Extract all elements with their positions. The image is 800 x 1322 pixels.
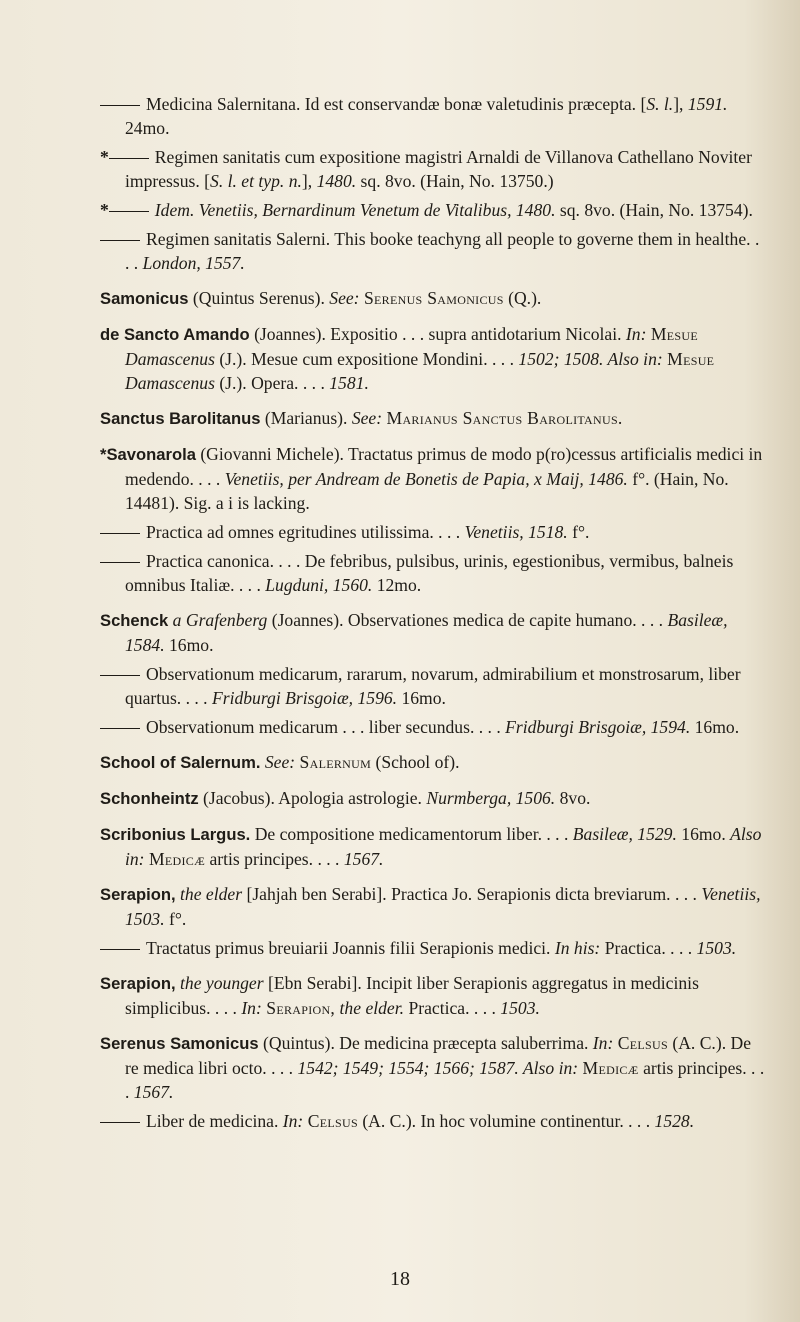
- entry-text: Regimen sanitatis cum expositione magistri Arnaldi de Villanova Cathellano Noviter impressus. [: [125, 147, 752, 191]
- ditto-dash: [100, 533, 140, 534]
- entry-text: Practica. . . .: [404, 998, 501, 1018]
- asterisk-mark: *: [100, 147, 109, 167]
- entry-text: Fridburgi Brisgoiæ, 1596.: [211, 688, 398, 708]
- entry-text: f°. (Hain, No. 14481). Sig. a i is lacking.: [125, 469, 729, 513]
- entry-text: Also in:: [125, 824, 762, 869]
- entry-text: Fridburgi Brisgoiæ, 1594.: [505, 717, 691, 737]
- catalog-entry: [100, 145, 768, 193]
- entry-heading: Scribonius Largus.: [100, 825, 251, 844]
- catalog-entry: [100, 882, 768, 931]
- ditto-dash: [100, 105, 140, 106]
- catalog-entry: [100, 1109, 768, 1133]
- entry-text: 8vo.: [555, 788, 591, 808]
- entry-text: Liber de medicina.: [146, 1111, 283, 1131]
- entry-text: (J.). Opera. . . .: [214, 373, 330, 393]
- entry-text: sq. 8vo. (Hain, No. 13750.): [356, 171, 554, 191]
- entry-text: artis principes. . . .: [125, 1058, 765, 1102]
- catalog-entry: [100, 750, 768, 775]
- entry-text: 16mo.: [690, 717, 740, 737]
- catalog-entry: [100, 406, 768, 431]
- entry-text: 1503.: [696, 938, 737, 958]
- entry-text: 1503.: [500, 998, 540, 1018]
- entry-text: (Giovanni Michele). Tractatus primus de modo p(ro)cessus artificialis medici in medendo. . . .: [125, 444, 763, 489]
- entry-heading: de Sancto Amando: [100, 325, 250, 344]
- entry-text: Practica ad omnes egritudines utilissima. . . .: [146, 522, 465, 542]
- catalog-entry: [100, 198, 768, 222]
- page-number: 18: [390, 1268, 410, 1290]
- entry-text: 1502; 1508. Also in:: [518, 349, 663, 369]
- entry-text: Nurmberga, 1506.: [426, 788, 556, 808]
- entry-text: See:: [351, 408, 383, 428]
- entry-text: Damascenus: [125, 349, 215, 369]
- entry-heading: Sanctus Barolitanus: [100, 409, 261, 428]
- catalog-entry: [100, 971, 768, 1020]
- entry-text: See:: [264, 752, 296, 772]
- ditto-dash: [100, 675, 140, 676]
- entry-text: f°.: [567, 522, 590, 542]
- ditto-dash: [100, 728, 140, 729]
- entry-text: Idem. Venetiis, Bernardinum Venetum de Vitalibus, 1480.: [154, 200, 556, 220]
- entry-text: Observationum medicarum . . . liber secundus. . . .: [146, 717, 506, 737]
- catalog-entry: [100, 1031, 768, 1104]
- entry-text: Observationum medicarum, rararum, novarum, admirabilium et monstrosarum, liber quartus. . . .: [125, 664, 741, 708]
- entry-text: De compositione medicamentorum liber. . . .: [250, 824, 573, 844]
- catalog-entry: [100, 322, 768, 395]
- entry-text: In:: [592, 1033, 614, 1053]
- entry-heading: Samonicus: [100, 289, 189, 308]
- catalog-entry: [100, 92, 768, 140]
- entry-heading: Serapion,: [100, 974, 176, 993]
- entry-text: Venetiis, 1518.: [464, 522, 568, 542]
- entry-text: the elder: [180, 884, 243, 904]
- entry-text: (Jacobus). Apologia astrologie.: [198, 788, 427, 808]
- entry-text: (Q.).: [503, 288, 542, 308]
- catalog-entry: [100, 227, 768, 275]
- entry-text: 1567.: [133, 1082, 174, 1102]
- catalog-entry: [100, 442, 768, 515]
- catalog-entry: [100, 549, 768, 597]
- entry-heading: *Savonarola: [100, 445, 196, 464]
- entry-text: 16mo.: [397, 688, 446, 708]
- catalog-entry: [100, 662, 768, 710]
- entry-text: the younger: [180, 973, 264, 993]
- catalog-entry: [100, 520, 768, 544]
- entry-text: [Jahjah ben Serabi]. Practica Jo. Serapionis dicta breviarum. . . .: [242, 884, 702, 904]
- entry-text: Regimen sanitatis Salerni. This booke teachyng all people to governe them in healthe. . . .: [125, 229, 760, 273]
- entry-text: Basileæ, 1529.: [572, 824, 677, 844]
- entry-text: Venetiis, per Andream de Bonetis de Papia, x Maij, 1486.: [224, 469, 628, 489]
- catalog-entry: [100, 286, 768, 311]
- bibliography-entries: [100, 92, 768, 1144]
- entry-text: 1567.: [343, 849, 384, 869]
- entry-text: (A. C.). De re medica libri octo. . . .: [125, 1033, 752, 1078]
- entry-text: See:: [329, 288, 360, 308]
- entry-text: Medicæ: [582, 1058, 639, 1078]
- entry-text: Tractatus primus breuiarii Joannis filii Serapionis medici.: [146, 938, 555, 958]
- entry-heading: School of Salernum.: [100, 753, 261, 772]
- catalog-entry: [100, 936, 768, 960]
- asterisk-mark: *: [100, 200, 109, 220]
- entry-text: 1542; 1549; 1554; 1566; 1587. Also in:: [297, 1058, 579, 1078]
- entry-text: the elder.: [339, 998, 405, 1018]
- entry-heading: Serenus Samonicus: [100, 1034, 259, 1053]
- entry-text: Mesue: [650, 324, 698, 344]
- entry-text: Practica canonica. . . . De febribus, pulsibus, urinis, egestionibus, vermibus, balneis omnibus Italiæ. . . .: [125, 551, 734, 595]
- entry-text: 16mo.: [164, 635, 214, 655]
- ditto-dash: [100, 562, 140, 563]
- entry-text: (A. C.). In hoc volumine continentur. . . .: [357, 1111, 655, 1131]
- entry-heading: Serapion,: [100, 885, 176, 904]
- entry-text: 1591.: [687, 94, 728, 114]
- entry-text: S. l. et typ. n.: [210, 171, 302, 191]
- entry-text: ],: [673, 94, 688, 114]
- entry-text: Lugduni, 1560.: [265, 575, 373, 595]
- ditto-dash: [100, 1122, 140, 1123]
- entry-text: Serenus Samonicus: [363, 288, 504, 308]
- entry-text: (School of).: [371, 752, 460, 772]
- entry-text: (Marianus).: [260, 408, 352, 428]
- entry-text: London, 1557.: [142, 253, 245, 273]
- entry-text: 24mo.: [125, 118, 170, 138]
- catalog-entry: [100, 786, 768, 811]
- entry-text: f°.: [164, 909, 187, 929]
- entry-text: Practica. . . .: [600, 938, 697, 958]
- catalog-entry: [100, 822, 768, 871]
- entry-text: In:: [625, 324, 647, 344]
- entry-text: artis principes. . . .: [205, 849, 344, 869]
- entry-text: In:: [282, 1111, 304, 1131]
- entry-text: Celsus: [617, 1033, 668, 1053]
- entry-text: Basileæ, 1584.: [125, 610, 728, 655]
- entry-text: Damascenus: [125, 373, 215, 393]
- entry-text: (Quintus). De medicina præcepta saluberrima.: [258, 1033, 593, 1053]
- ditto-dash: [109, 211, 149, 212]
- entry-text: Medicæ: [148, 849, 206, 869]
- entry-text: a Grafenberg: [172, 610, 268, 630]
- catalog-entry: [100, 608, 768, 657]
- entry-text: [Ebn Serabi]. Incipit liber Serapionis aggregatus in medicinis simplicibus. . . .: [125, 973, 699, 1018]
- entry-text: In:: [241, 998, 262, 1018]
- entry-text: ],: [301, 171, 317, 191]
- entry-text: 1480.: [316, 171, 357, 191]
- entry-text: (Joannes). Observationes medica de capite humano. . . .: [267, 610, 668, 630]
- entry-text: Marianus Sanctus Barolitanus.: [386, 408, 623, 428]
- ditto-dash: [100, 240, 140, 241]
- entry-text: 16mo.: [676, 824, 731, 844]
- ditto-dash: [109, 158, 149, 159]
- entry-text: In his:: [554, 938, 601, 958]
- entry-text: 12mo.: [372, 575, 422, 595]
- catalog-entry: [100, 715, 768, 739]
- entry-text: Mesue: [667, 349, 715, 369]
- entry-text: (Quintus Serenus).: [188, 288, 330, 308]
- entry-text: Medicina Salernitana. Id est conservandæ bonæ valetudinis præcepta. [: [146, 94, 647, 114]
- entry-text: 1581.: [329, 373, 369, 393]
- ditto-dash: [100, 949, 140, 950]
- entry-heading: Schenck: [100, 611, 169, 630]
- entry-text: (Joannes). Expositio . . . supra antidotarium Nicolai.: [249, 324, 626, 344]
- entry-text: sq. 8vo. (Hain, No. 13754).: [555, 200, 753, 220]
- entry-text: Venetiis, 1503.: [125, 884, 761, 929]
- entry-text: (J.). Mesue cum expositione Mondini. . . .: [214, 349, 519, 369]
- entry-text: Celsus: [307, 1111, 358, 1131]
- entry-heading: Schonheintz: [100, 789, 199, 808]
- entry-text: Salernum: [299, 752, 372, 772]
- entry-text: 1528.: [654, 1111, 695, 1131]
- entry-text: Serapion,: [266, 998, 336, 1018]
- entry-text: S. l.: [646, 94, 674, 114]
